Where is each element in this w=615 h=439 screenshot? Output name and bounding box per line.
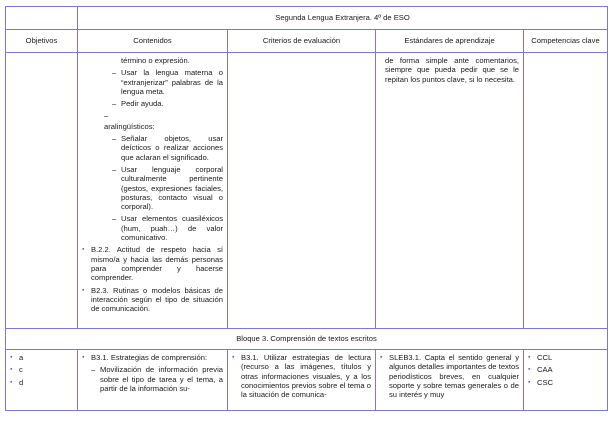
b3-criterios-cell [228,350,376,411]
block3-title: Bloque 3. Comprensión de textos escritos [6,329,608,350]
b3-estandares-cell [376,350,524,411]
b3-objetivos-cell [6,350,78,411]
header-criterios: Criterios de evaluación [228,30,376,53]
list-item: ▪ CSC [528,378,603,387]
estandares-text: de forma simple ante comentarios, siempre que pueda pedir que se le repitan los puntos clave, si lo necesita. [385,56,519,84]
list-item: – Usar elementos cuasiléxicos (hum, puah…) de valor comunicativo. [112,214,223,242]
list-item: – Pedir ayuda. [112,99,223,108]
dash-marker: – [104,111,109,121]
header-contenidos: Contenidos [78,30,228,53]
paralinguistic-list [82,134,223,242]
list-item: ▪ B2.3. Rutinas o modelos básicas de interacción según el tipo de situación de comunicación. [82,286,223,314]
list-item: – Señalar objetos, usar deícticos o realizar acciones que aclaran el significado. [112,134,223,162]
paralinguistic-label: aralingüísticos: [104,121,155,131]
objetivos-cell [6,53,78,329]
b3-competencias-cell [524,350,608,411]
criterios-cell [228,53,376,329]
list-item: ▪ B3.1. Utilizar estrategias de lectura (recurso a las imágenes, títulos y otras informaciones visuales, y a los conocimientos previos sobre el tema o la situación de comunica- [232,353,371,399]
list-item: ▪ B.2.2. Actitud de respeto hacia sí mismo/a y hacia las demás personas para comprender y hacerse comprender. [82,245,223,282]
list-item: – Movilización de información previa sobre el tipo de tarea y el tema, a partir de la información su- [91,365,223,393]
list-item: – Usar lenguaje corporal culturalmente pertinente (gestos, expresiones faciales, posturas, contacto visual o corporal). [112,165,223,211]
compensation-strategies-list [82,56,223,108]
header-estandares: Estándares de aprendizaje [376,30,524,53]
estandares-cell [376,53,524,329]
list-item: ▪ a [10,353,73,362]
list-item: ▪ d [10,378,73,387]
list-item: ▪ B3.1. Estrategias de comprensión: [82,353,223,362]
list-item: ▪ c [10,365,73,374]
curriculum-table [5,6,608,411]
competencias-cell [524,53,608,329]
empty-corner-cell [6,7,78,30]
list-item: término o expresión. [121,56,190,65]
header-objetivos: Objetivos [6,30,78,53]
b3-contenidos-cell [78,350,228,411]
header-competencias: Competencias clave [524,30,608,53]
list-item: ▪ CAA [528,365,603,374]
contenidos-cell [78,53,228,329]
list-item: ▪ SLEB3.1. Capta el sentido general y algunos detalles importantes de textos periodísticos breves, en cualquier soporte y sobre temas generales o de su interés y muy [380,353,519,399]
list-item: ▪ CCL [528,353,603,362]
list-item: – Usar la lengua materna o “extranjerizar” palabras de la lengua meta. [112,68,223,96]
table-title: Segunda Lengua Extranjera. 4º de ESO [78,7,608,30]
